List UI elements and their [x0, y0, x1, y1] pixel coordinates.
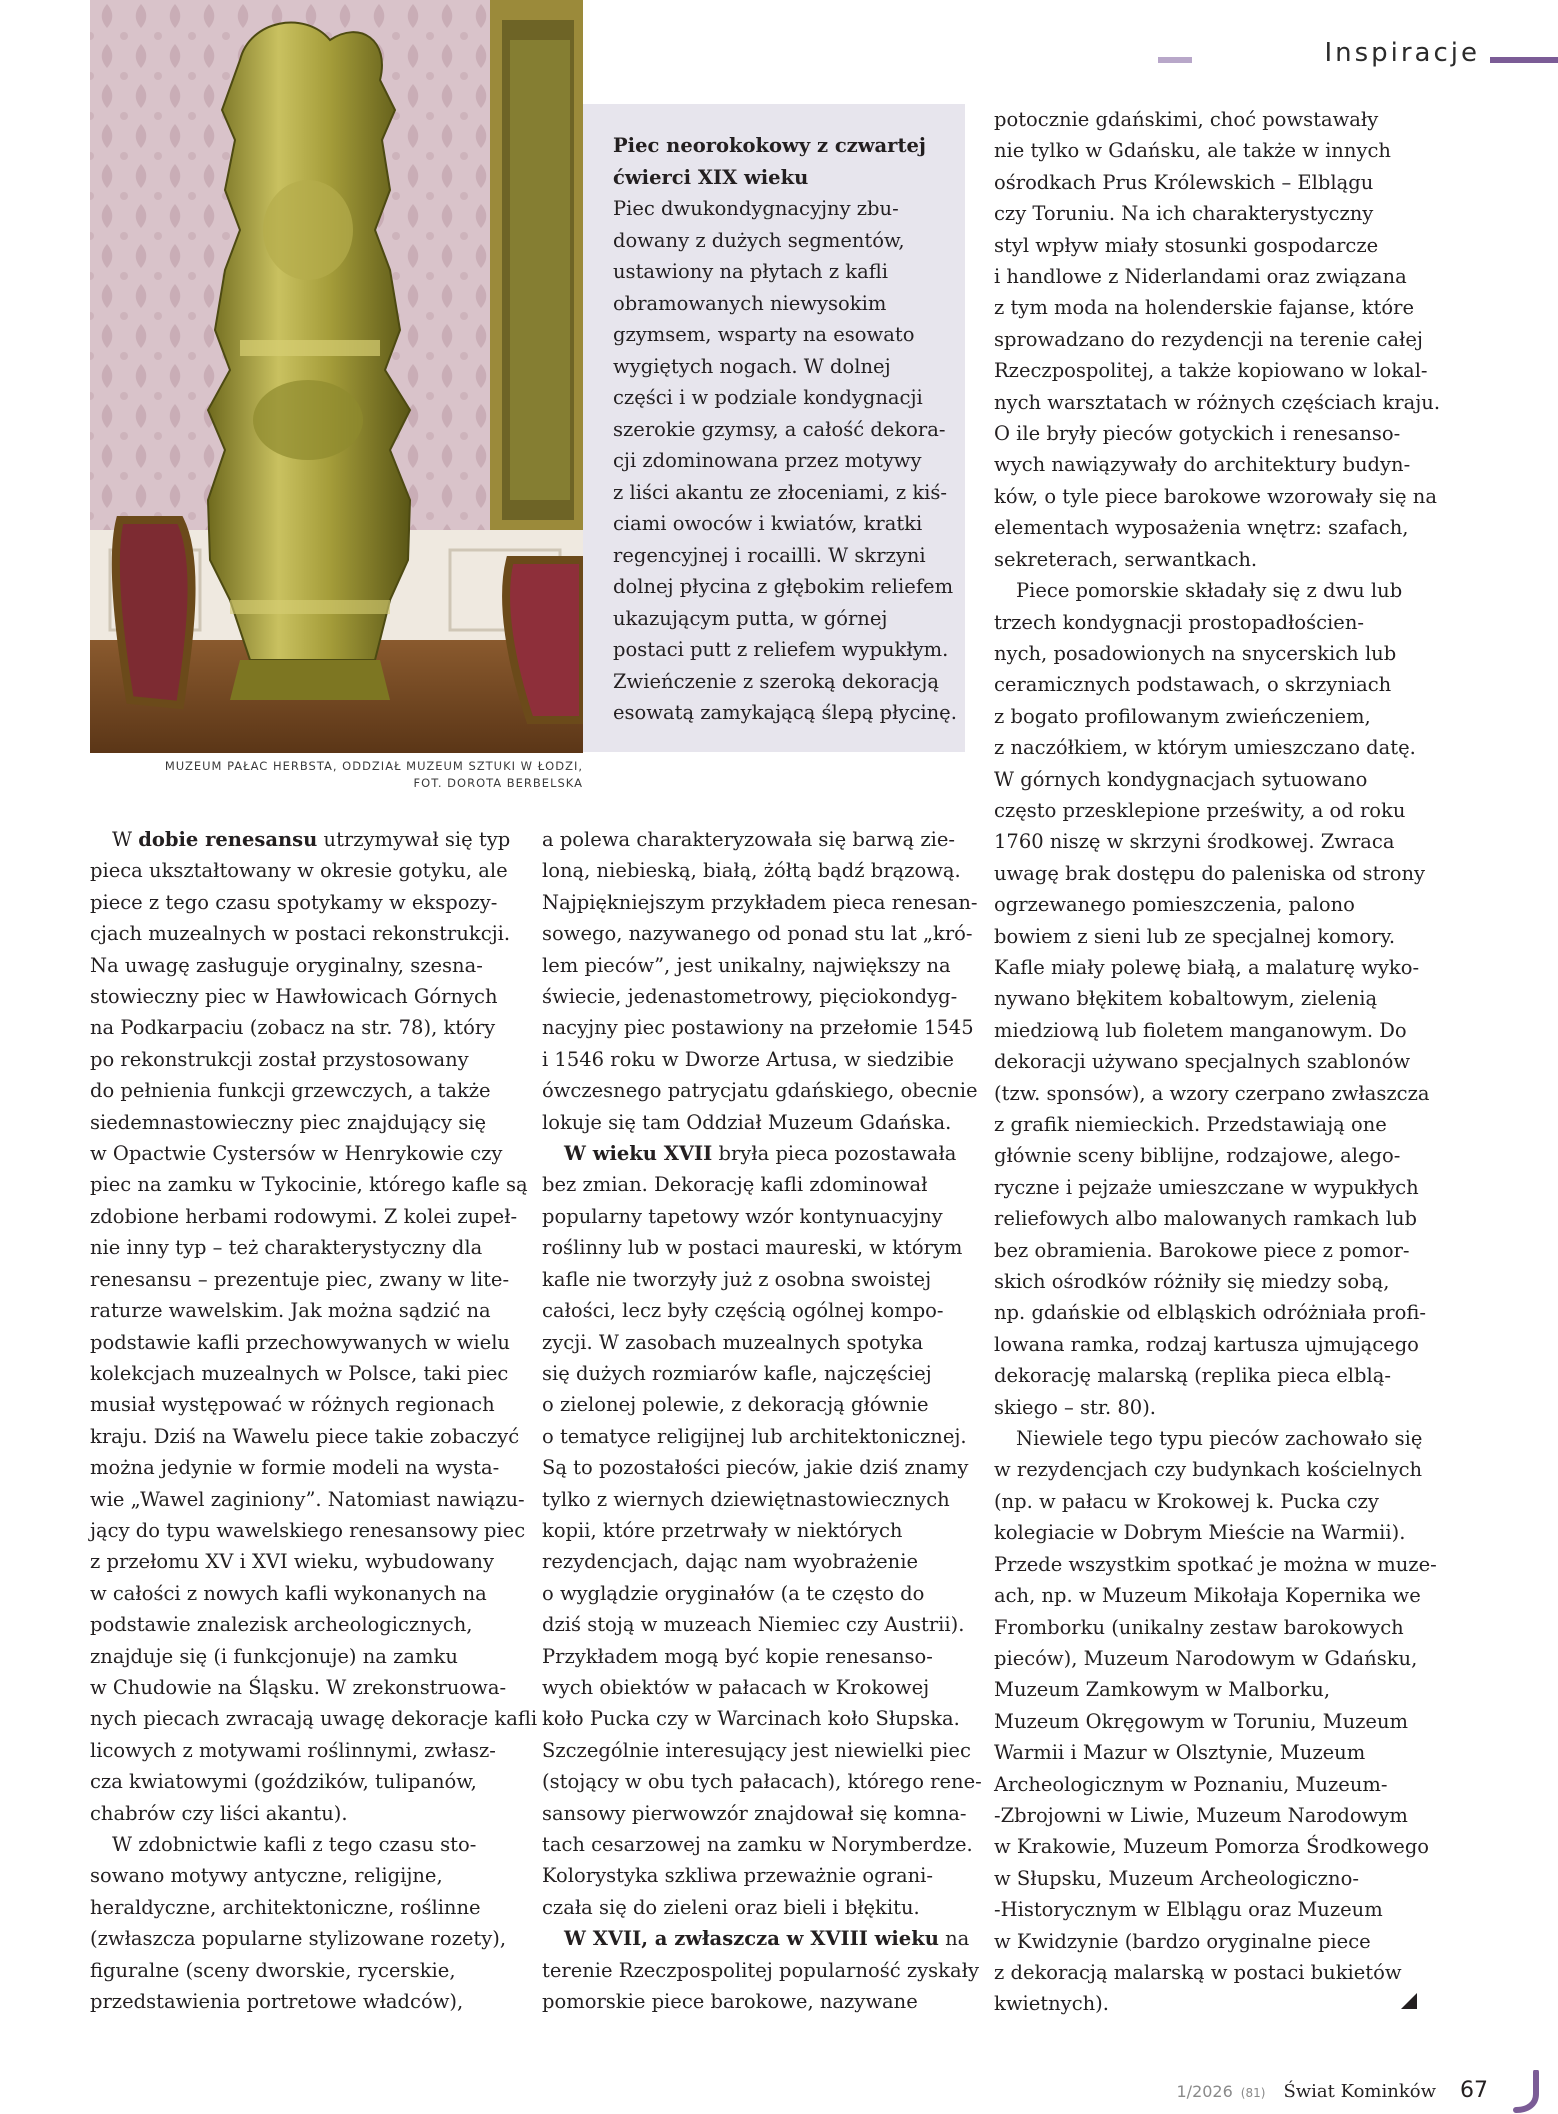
text-line: piece z tego czasu spotykamy w ekspozy-	[90, 890, 498, 914]
text-line: kolegiacie w Dobrym Mieście na Warmii).	[994, 1521, 1406, 1545]
text-line: siedemnastowieczny piec znajdujący się	[90, 1110, 487, 1134]
text-line: z dekoracją malarską w postaci bukietów	[994, 1960, 1402, 1984]
text-line: styl wpływ miały stosunki gospodarcze	[994, 233, 1379, 257]
paragraph-cont	[90, 855, 538, 1829]
text-line: Szczególnie interesujący jest niewielki piec	[542, 1738, 971, 1762]
text-line: Niewiele tego typu pieców zachowało się	[1016, 1427, 1423, 1451]
text-line: czała się do zieleni oraz bieli i błękitu.	[542, 1895, 920, 1919]
text-line: rezydencjach, dając nam wyobrażenie	[542, 1550, 919, 1574]
paragraph	[90, 824, 510, 855]
text-line: w Opactwie Cystersów w Henrykowie czy	[90, 1142, 503, 1166]
text-line: licowych z motywami roślinnymi, zwłasz-	[90, 1738, 496, 1762]
text-line: kafle nie tworzyły już z osobna swoistej	[542, 1267, 932, 1291]
page-footer	[1177, 2078, 1489, 2106]
paragraph-cont	[994, 104, 1441, 575]
caption-line: dolnej płycina z głębokim reliefem	[613, 575, 954, 598]
text-line: zycji. W zasobach muzealnych spotyka	[542, 1330, 924, 1354]
text-line: nie inny typ – też charakterystyczny dla	[90, 1236, 483, 1260]
text-line: W górnych kondygnacjach sytuowano	[994, 767, 1368, 791]
text-line: Piece pomorskie składały się z dwu lub	[1016, 579, 1403, 603]
paragraph-cont	[90, 1860, 510, 2017]
caption-body	[613, 193, 957, 729]
text-line: nych, posadowionych na snycerskich lub	[994, 641, 1397, 665]
caption-line: Zwieńczenie z szeroką dekoracją	[613, 669, 939, 693]
text-line: kolekcjach muzealnych w Polsce, taki piec	[90, 1361, 509, 1385]
stove-photo	[90, 0, 583, 753]
text-line: przedstawienia portretowe władców),	[90, 1990, 464, 2014]
text-line: skiego – str. 80).	[994, 1395, 1157, 1419]
text-line: ach, np. w Muzeum Mikołaja Kopernika we	[994, 1584, 1421, 1608]
text-line: roślinny lub w postaci maureski, w którym	[542, 1236, 963, 1260]
text-line: można jedynie w formie modeli na wysta-	[90, 1456, 500, 1480]
text-line: wych nawiązywały do architektury budyn-	[994, 453, 1411, 477]
text-line: Rzeczpospolitej, a także kopiowano w lokal-	[994, 359, 1428, 383]
photo-credit-line: FOT. DOROTA BERBELSKA	[413, 776, 583, 790]
caption-title-line: Piec neorokokowy z czwartej	[613, 134, 926, 157]
text-line: reliefowych albo malowanych ramkach lub	[994, 1207, 1418, 1231]
text-line: dziś stoją w muzeach Niemiec czy Austrii).	[542, 1613, 965, 1637]
caption-line: regencyjnej i rocailli. W skrzyni	[613, 543, 926, 567]
caption-line: cji zdominowana przez motywy	[613, 449, 922, 472]
text-line: w Kwidzynie (bardzo oryginalne piece	[994, 1929, 1371, 1953]
text-line: głównie sceny biblijne, rodzajowe, alego-	[994, 1144, 1401, 1168]
text-line: o zielonej polewie, z dekoracją głównie	[542, 1393, 929, 1417]
text-line: ryczne i pejzaże umieszczane w wypukłych	[994, 1175, 1419, 1199]
text-line: pieca ukształtowany w okresie gotyku, ale	[90, 859, 508, 883]
text-line: Na uwagę zasługuje oryginalny, szesna-	[90, 953, 483, 977]
article-column-3	[994, 104, 1441, 2020]
section-label: Inspiracje	[1324, 38, 1480, 68]
text-line: w całości z nowych kafli wykonanych na	[90, 1581, 487, 1605]
text-line: Archeologicznym w Poznaniu, Muzeum-	[994, 1772, 1388, 1796]
text-line: z bogato profilowanym zwieńczeniem,	[994, 704, 1371, 728]
text-line: bez obramienia. Barokowe piece z pomor-	[994, 1238, 1410, 1262]
text-line: wie „Wawel zaginiony”. Natomiast nawiązu-	[90, 1487, 525, 1511]
article-end-triangle-icon	[1401, 1993, 1417, 2009]
page-number: 67	[1460, 2078, 1488, 2103]
caption-line: Piec dwukondygnacyjny zbu-	[613, 197, 899, 220]
text-line: a polewa charakteryzowała się barwą zie-	[542, 828, 955, 851]
text-line: nie tylko w Gdańsku, ale także w innych	[994, 139, 1391, 163]
text-line: (stojący w obu tych pałacach), którego rene-	[542, 1770, 982, 1794]
text-line: np. gdańskie od elbląskich odróżniała profi-	[994, 1301, 1426, 1325]
text-line: ośrodkach Prus Królewskich – Elblągu	[994, 170, 1374, 194]
text-line: pomorskie piece barokowe, nazywane	[542, 1990, 918, 2014]
text-line: całości, lecz były częścią ogólnej kompo-	[542, 1299, 944, 1323]
text-line: sprowadzano do rezydencji na terenie całej	[994, 327, 1423, 351]
text-line: Fromborku (unikalny zestaw barokowych	[994, 1615, 1404, 1639]
text-run: bryła pieca pozostawała	[712, 1142, 957, 1166]
text-line: sowano motywy antyczne, religijne,	[90, 1864, 443, 1888]
text-line: heraldyczne, architektoniczne, roślinne	[90, 1895, 481, 1919]
text-line: ogrzewanego pomieszczenia, palono	[994, 893, 1355, 917]
text-line: do pełnienia funkcji grzewczych, a także	[90, 1079, 491, 1103]
caption-line: ukazującym putta, w górnej	[613, 606, 888, 630]
text-line: ówczesnego patrycjatu gdańskiego, obecnie	[542, 1079, 978, 1103]
caption-line: ustawiony na płytach z kafli	[613, 260, 888, 283]
text-line	[90, 824, 510, 855]
issue-number: (81)	[1240, 2086, 1266, 2100]
corner-hook-icon	[1506, 2070, 1546, 2114]
paragraph-cont	[542, 1169, 982, 1923]
photo-credit	[90, 758, 583, 792]
text-line: Muzeum Okręgowym w Toruniu, Muzeum	[994, 1709, 1409, 1733]
section-header	[1158, 38, 1558, 78]
paragraph-cont	[542, 824, 978, 1138]
text-line: Warmii i Mazur w Olsztynie, Muzeum	[994, 1741, 1366, 1765]
text-line	[542, 1138, 962, 1169]
text-run: W	[112, 828, 139, 851]
paragraph-cont	[542, 1955, 979, 2018]
text-line: lokuje się tam Oddział Muzeum Gdańska.	[542, 1110, 952, 1134]
article-column-2	[542, 824, 982, 2017]
text-line: lem pieców”, jest unikalny, największy na	[542, 953, 951, 977]
text-line: tylko z wiernych dziewiętnastowiecznych	[542, 1487, 950, 1511]
text-line: Muzeum Zamkowym w Malborku,	[994, 1678, 1331, 1702]
caption-title-line: ćwierci XIX wieku	[613, 165, 809, 189]
text-line: W zdobnictwie kafli z tego czasu sto-	[112, 1833, 477, 1856]
text-line: bez zmian. Dekorację kafli zdominował	[542, 1173, 928, 1197]
caption-line: postaci putt z reliefem wypukłym.	[613, 638, 949, 661]
text-line: -Historycznym w Elblągu oraz Muzeum	[994, 1898, 1383, 1922]
caption-title	[613, 130, 945, 193]
paragraph	[994, 1423, 1424, 1454]
text-run: na	[938, 1927, 970, 1951]
text-line: terenie Rzeczpospolitej popularność zyskały	[542, 1958, 979, 1982]
text-line: pieców), Muzeum Narodowym w Gdańsku,	[994, 1646, 1418, 1670]
text-line: (zwłaszcza popularne stylizowane rozety),	[90, 1927, 507, 1951]
text-line: na Podkarpaciu (zobacz na str. 78), który	[90, 1016, 496, 1040]
text-line: sowego, nazywanego od ponad stu lat „kró-	[542, 922, 973, 946]
text-line: -Zbrojowni w Liwie, Muzeum Narodowym	[994, 1803, 1408, 1827]
photo-credit-line: MUZEUM PAŁAC HERBSTA, ODDZIAŁ MUZEUM SZTUKI W ŁODZI,	[164, 759, 583, 773]
text-line: dekoracji używano specjalnych szablonów	[994, 1050, 1411, 1074]
text-line: nacyjny piec postawiony na przełomie 1545	[542, 1016, 974, 1040]
text-line: się dużych rozmiarów kafle, najczęściej	[542, 1361, 932, 1385]
text-line: z przełomu XV i XVI wieku, wybudowany	[90, 1550, 494, 1574]
text-line: koło Pucka czy w Warcinach koło Słupska.	[542, 1707, 960, 1731]
paragraph	[90, 1829, 510, 1860]
text-line: w Chudowie na Śląsku. W zrekonstruowa-	[90, 1675, 507, 1699]
paragraph	[542, 1923, 970, 1954]
text-line: stowieczny piec w Hawłowicach Górnych	[90, 985, 498, 1009]
text-line: (tzw. sponsów), a wzory czerpano zwłaszcza	[994, 1081, 1430, 1105]
text-line: z grafik niemieckich. Przedstawiają one	[994, 1113, 1387, 1136]
caption-line: szerokie gzymsy, a całość dekora-	[613, 417, 946, 441]
text-line: i 1546 roku w Dworze Artusa, w siedzibie	[542, 1047, 954, 1071]
text-line: potocznie gdańskimi, choć powstawały	[994, 108, 1379, 131]
caption-line: części i w podziale kondygnacji	[613, 386, 923, 409]
text-line: loną, niebieską, białą, żółtą bądź brązową.	[542, 859, 961, 883]
text-line: sekreterach, serwantkach.	[994, 547, 1258, 571]
paragraph-cont	[994, 1454, 1437, 2019]
caption-line: ciami owoców i kwiatów, kratki	[613, 512, 923, 535]
text-line: Kafle miały polewę białą, a malaturę wyko-	[994, 955, 1420, 979]
text-line: Kolorystyka szkliwa przeważnie ograni-	[542, 1864, 933, 1888]
bold-lead: dobie renesansu	[138, 828, 318, 851]
text-line: trzech kondygnacji prostopadłościen-	[994, 610, 1364, 634]
paragraph	[542, 1138, 962, 1169]
bold-lead: W wieku XVII	[564, 1142, 713, 1166]
text-line: ceramicznych podstawach, o skrzyniach	[994, 673, 1392, 697]
paragraph	[994, 575, 1424, 606]
text-line: znajduje się (i funkcjonuje) na zamku	[90, 1644, 458, 1668]
text-line: o tematyce religijnej lub architektonicznej.	[542, 1424, 967, 1448]
text-line: o wyglądzie oryginałów (a te często do	[542, 1581, 925, 1605]
text-line: po rekonstrukcji został przystosowany	[90, 1047, 469, 1071]
text-line: cza kwiatowymi (goździków, tulipanów,	[90, 1770, 477, 1794]
text-line: musiał występować w różnych regionach	[90, 1393, 495, 1417]
caption-line: dowany z dużych segmentów,	[613, 228, 905, 252]
caption-line: esowatą zamykającą ślepą płycinę.	[613, 701, 957, 724]
article-column-1	[90, 824, 538, 2017]
text-line: nych warsztatach w różnych częściach kraju.	[994, 390, 1441, 414]
text-line: lowana ramka, rodzaj kartusza ujmującego	[994, 1332, 1419, 1356]
text-line: tach cesarzowej na zamku w Norymberdze.	[542, 1833, 973, 1856]
paragraph-cont	[994, 607, 1430, 1424]
text-line: elementach wyposażenia wnętrz: szafach,	[994, 516, 1409, 540]
text-line: bowiem z sieni lub ze specjalnej komory.	[994, 924, 1396, 948]
text-line: nywano błękitem kobaltowym, zielenią	[994, 987, 1378, 1011]
caption-line: obramowanych niewysokim	[613, 291, 887, 315]
text-line: podstawie kafli przechowywanych w wielu	[90, 1330, 510, 1354]
text-line: i handlowe z Niderlandami oraz związana	[994, 265, 1407, 289]
caption-line: gzymsem, wsparty na esowato	[613, 323, 915, 346]
text-line: (np. w pałacu w Krokowej k. Pucka czy	[994, 1489, 1379, 1513]
text-line: Przede wszystkim spotkać je można w muze-	[994, 1552, 1437, 1576]
text-line: jący do typu wawelskiego renesansowy piec	[90, 1518, 526, 1542]
text-line: figuralne (sceny dworskie, rycerskie,	[90, 1958, 456, 1982]
text-line: raturze wawelskim. Jak można sądzić na	[90, 1299, 491, 1323]
bold-lead: W XVII, a zwłaszcza w XVIII wieku	[564, 1927, 939, 1951]
text-line: miedziową lub fioletem manganowym. Do	[994, 1018, 1407, 1042]
text-line: w Krakowie, Muzeum Pomorza Środkowego	[994, 1835, 1430, 1859]
text-line	[542, 1923, 970, 1954]
issue-label: 1/2026	[1176, 2082, 1233, 2101]
text-line: podstawie znalezisk archeologicznych,	[90, 1613, 473, 1637]
text-line: wych obiektów w pałacach w Krokowej	[542, 1675, 930, 1699]
text-line: kwietnych).	[994, 1992, 1109, 2016]
text-run: utrzymywał się typ	[317, 828, 511, 851]
text-line: skich ośrodków różniły się miedzy sobą,	[994, 1270, 1390, 1294]
text-line: świecie, jedenastometrowy, pięciokondyg-	[542, 985, 958, 1009]
text-line: w rezydencjach czy budynkach kościelnych	[994, 1458, 1423, 1482]
text-line: w Słupsku, Muzeum Archeologiczno-	[994, 1866, 1359, 1890]
text-line: z tym moda na holenderskie fajanse, które	[994, 296, 1414, 320]
text-line: sansowy pierwowzór znajdował się komna-	[542, 1801, 967, 1825]
text-line: Najpiękniejszym przykładem pieca renesan-	[542, 890, 978, 914]
text-line: cjach muzealnych w postaci rekonstrukcji.	[90, 922, 511, 946]
text-line: O ile bryły pieców gotyckich i renesanso-	[994, 422, 1401, 446]
text-line: zdobione herbami rodowymi. Z kolei zupeł-	[90, 1204, 518, 1228]
caption-line: z liści akantu ze złoceniami, z kiś-	[613, 480, 948, 504]
photo-caption-box	[583, 104, 965, 752]
text-line: 1760 niszę w skrzyni środkowej. Zwraca	[994, 830, 1395, 854]
text-line: ków, o tyle piece barokowe wzorowały się na	[994, 484, 1437, 508]
text-line: uwagę brak dostępu do paleniska od strony	[994, 861, 1426, 885]
text-line: popularny tapetowy wzór kontynuacyjny	[542, 1204, 943, 1228]
text-line: kraju. Dziś na Wawelu piece takie zobaczyć	[90, 1424, 520, 1448]
header-bar-left	[1158, 57, 1192, 63]
text-line: chabrów czy liści akantu).	[90, 1801, 348, 1825]
text-line: często przesklepione prześwity, a od roku	[994, 798, 1406, 822]
text-line: czy Toruniu. Na ich charakterystyczny	[994, 202, 1374, 226]
text-line: piec na zamku w Tykocinie, którego kafle są	[90, 1173, 528, 1197]
magazine-name: Świat Kominków	[1283, 2081, 1436, 2102]
text-line: nych piecach zwracają uwagę dekoracje kafli	[90, 1707, 538, 1731]
text-line: Są to pozostałości pieców, jakie dziś znamy	[542, 1456, 969, 1480]
text-line: dekorację malarską (replika pieca elblą-	[994, 1364, 1391, 1388]
caption-line: wygiętych nogach. W dolnej	[613, 354, 891, 378]
text-line: Przykładem mogą być kopie renesanso-	[542, 1644, 933, 1668]
text-line: z naczółkiem, w którym umieszczano datę.	[994, 736, 1416, 760]
text-line: kopii, które przetrwały w niektórych	[542, 1518, 903, 1542]
header-bar-right	[1490, 57, 1558, 63]
text-line: renesansu – prezentuje piec, zwany w lite-	[90, 1267, 510, 1291]
